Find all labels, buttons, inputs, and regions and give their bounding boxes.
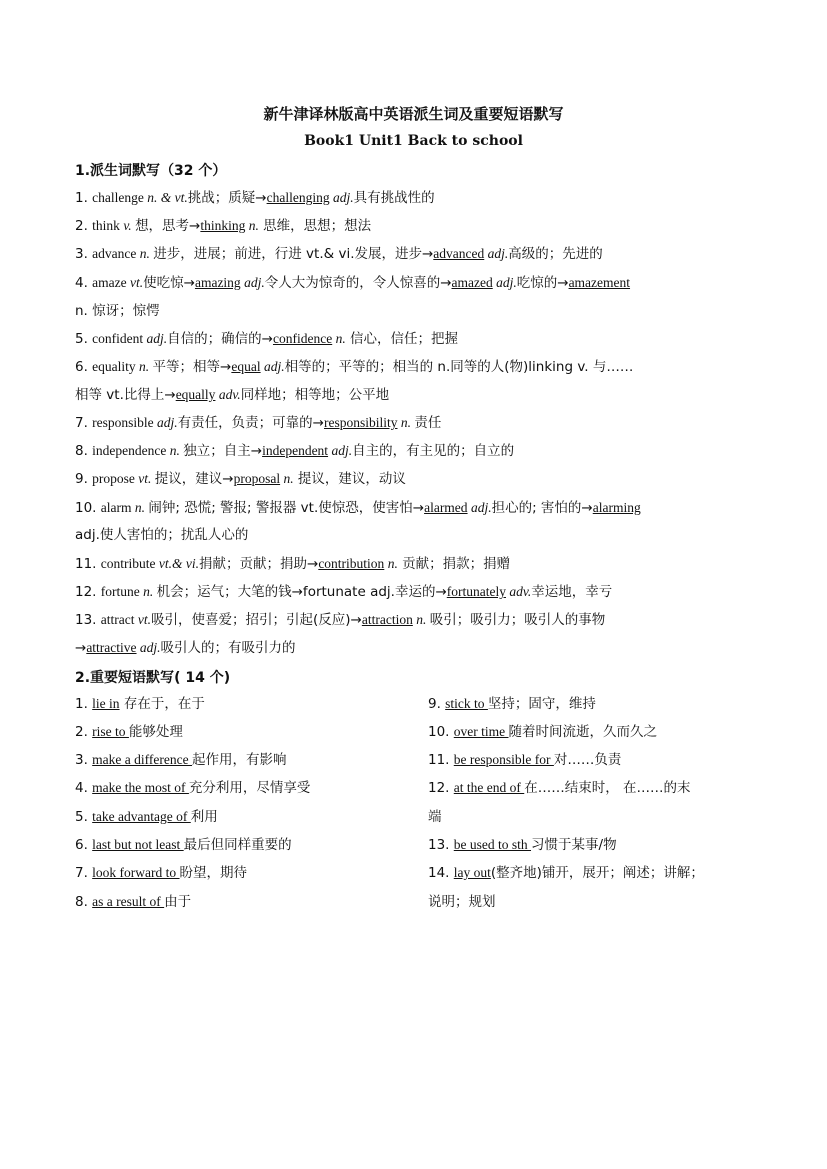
page-subtitle: Book1 Unit1 Back to school	[304, 133, 523, 149]
page-title: 新牛津译林版高中英语派生词及重要短语默写	[263, 105, 564, 123]
phrase-item: 8. as a result of 由于	[75, 894, 192, 910]
phrase-item: 9. stick to 坚持；固守，维持	[428, 696, 596, 712]
derivative-item: 10. alarm n. 闹钟; 恐慌; 警报; 警报器 vt.使惊恐，使害怕→alarmed adj.担心的; 害怕的→alarming	[75, 500, 641, 516]
phrase-item: 1. lie in 存在于，在于	[75, 696, 205, 712]
derivative-item-continued: 相等 vt.比得上→equally adv.同样地；相等地；公平地	[75, 387, 390, 403]
derivative-item: 8. independence n. 独立；自主→independent adj.自主的，有主见的；自立的	[75, 443, 515, 459]
phrase-item: 11. be responsible for 对……负责	[428, 752, 622, 768]
phrase-item: 14. lay out(整齐地)铺开，展开；阐述；讲解；	[428, 865, 704, 881]
derivative-item: 11. contribute vt.& vi.捐献；贡献；捐助→contribution n. 贡献；捐款；捐赠	[75, 556, 511, 572]
derivative-item-continued: →attractive adj.吸引人的；有吸引力的	[75, 640, 296, 656]
section-heading-derivatives: 1.派生词默写（32 个）	[75, 163, 227, 179]
derivative-item: 6. equality n. 平等；相等→equal adj.相等的；平等的；相当的 n.同等的人(物)linking v. 与……	[75, 359, 634, 375]
phrase-item-continued: 端	[428, 809, 442, 825]
phrase-item: 4. make the most of 充分利用，尽情享受	[75, 780, 311, 796]
section-heading-phrases: 2.重要短语默写( 14 个)	[75, 670, 231, 686]
derivative-item: 3. advance n. 进步，进展；前进，行进 vt.& vi.发展，进步→advanced adj.高级的；先进的	[75, 246, 603, 262]
derivative-item: 4. amaze vt.使吃惊→amazing adj.令人大为惊奇的，令人惊喜的→amazed adj.吃惊的→amazement	[75, 275, 631, 291]
derivative-item: 5. confident adj.自信的；确信的→confidence n. 信心，信任；把握	[75, 331, 458, 347]
derivative-item: 9. propose vt. 提议，建议→proposal n. 提议，建议，动议	[75, 471, 406, 487]
derivative-item: 12. fortune n. 机会；运气；大笔的钱→fortunate adj.幸运的→fortunately adv.幸运地，幸亏	[75, 584, 613, 600]
derivative-item: 7. responsible adj.有责任，负责；可靠的→responsibility n. 责任	[75, 415, 442, 431]
phrase-item: 3. make a difference 起作用，有影响	[75, 752, 287, 768]
phrase-item: 6. last but not least 最后但同样重要的	[75, 837, 292, 853]
phrase-item: 7. look forward to 盼望，期待	[75, 865, 248, 881]
phrase-item: 5. take advantage of 利用	[75, 809, 218, 825]
derivative-item: 1. challenge n. & vt.挑战；质疑→challenging adj.具有挑战性的	[75, 190, 435, 206]
derivative-item-continued: adj.使人害怕的；扰乱人心的	[75, 527, 249, 543]
derivative-item-continued: n. 惊讶；惊愕	[75, 303, 160, 319]
phrase-item: 2. rise to 能够处理	[75, 724, 183, 740]
phrase-item: 13. be used to sth 习惯于某事/物	[428, 837, 617, 853]
phrase-item-continued: 说明；规划	[428, 894, 496, 910]
phrase-item: 12. at the end of 在……结束时， 在……的末	[428, 780, 691, 796]
phrase-item: 10. over time 随着时间流逝，久而久之	[428, 724, 657, 740]
derivative-item: 13. attract vt.吸引，使喜爱；招引；引起(反应)→attraction n. 吸引；吸引力；吸引人的事物	[75, 612, 606, 628]
derivative-item: 2. think v. 想，思考→thinking n. 思维，思想；想法	[75, 218, 372, 234]
